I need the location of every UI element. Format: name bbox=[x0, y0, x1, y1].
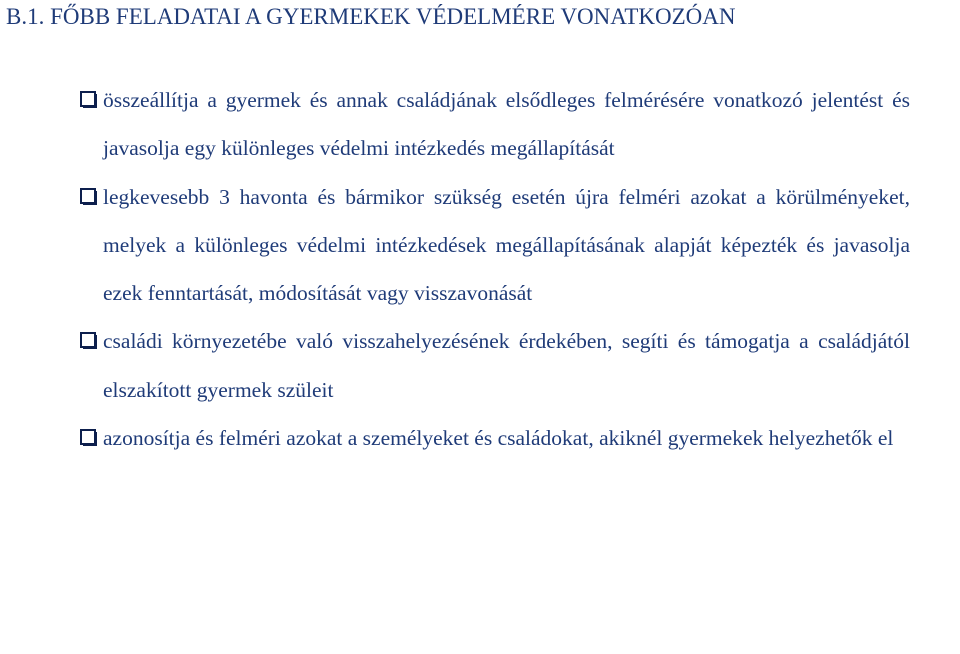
checkbox-icon bbox=[80, 91, 99, 110]
bullet-text: összeállítja a gyermek és annak családjának elsődleges felmérésére vonatkozó jelentést és javasolja egy különleges védelmi intézkedés megállapítását bbox=[103, 88, 910, 161]
bullet-list bbox=[80, 76, 910, 462]
bullet-text: családi környezetébe való visszahelyezésének érdekében, segíti és támogatja a családjától elszakított gyermek szüleit bbox=[103, 329, 910, 402]
checkbox-icon bbox=[80, 332, 99, 351]
bullet-text: azonosítja és felméri azokat a személyeket és családokat, akiknél gyermekek helyezhetők el bbox=[103, 426, 894, 451]
bullet-item bbox=[80, 173, 910, 318]
slide-title: B.1. FŐBB FELADATAI A GYERMEKEK VÉDELMÉRE VONATKOZÓAN bbox=[6, 4, 736, 29]
bullet-item bbox=[80, 76, 910, 173]
bullet-item bbox=[80, 317, 910, 414]
bullet-text: legkevesebb 3 havonta és bármikor szükség esetén újra felméri azokat a körülményeket, melyek a különleges védelmi intézkedések megállapításának alapját képezték és javasolja ezek fenntartását, módosítását vagy visszavonását bbox=[103, 184, 910, 306]
checkbox-icon bbox=[80, 429, 99, 448]
bullet-item bbox=[80, 414, 910, 462]
checkbox-icon bbox=[80, 188, 99, 207]
